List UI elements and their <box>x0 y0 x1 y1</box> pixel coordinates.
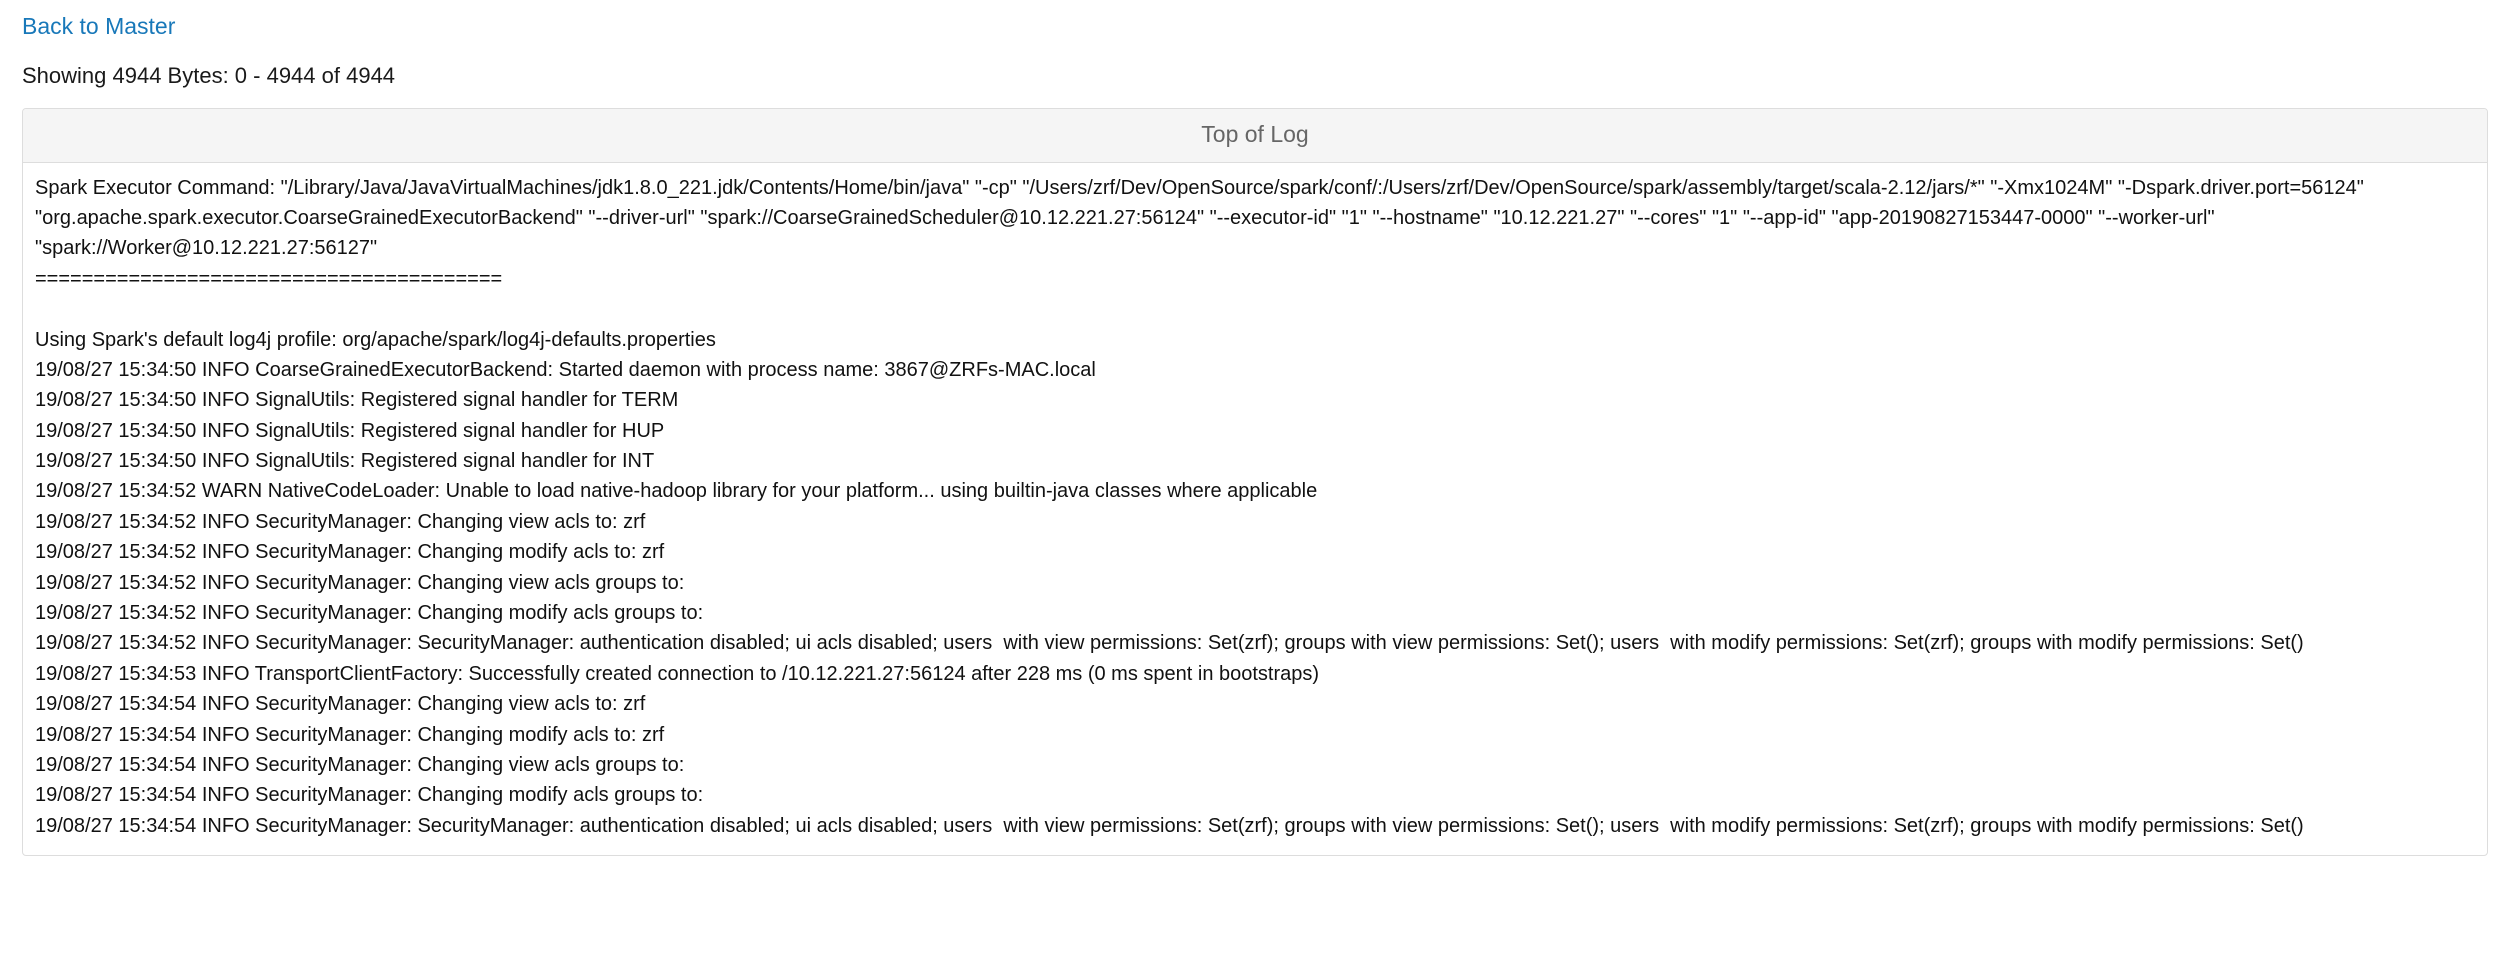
showing-bytes-status: Showing 4944 Bytes: 0 - 4944 of 4944 <box>22 62 396 88</box>
log-line: 19/08/27 15:34:53 INFO TransportClientFactory: Successfully created connection to /10.12.221.27:56124 after 228 ms (0 ms spent in bootstraps) <box>35 662 1320 685</box>
log-line: 19/08/27 15:34:50 INFO SignalUtils: Registered signal handler for HUP <box>35 419 665 442</box>
log-line: 19/08/27 15:34:52 INFO SecurityManager: Changing view acls groups to: <box>35 571 685 594</box>
log-line <box>35 294 2475 324</box>
log-line: Using Spark's default log4j profile: org/apache/spark/log4j-defaults.properties <box>35 328 716 351</box>
log-content[interactable] <box>23 163 2487 856</box>
log-line: 19/08/27 15:34:52 INFO SecurityManager: Changing view acls to: zrf <box>35 510 646 533</box>
log-line: 19/08/27 15:34:52 WARN NativeCodeLoader: Unable to load native-hadoop library for your platform... using builtin-java classes where applicable <box>35 480 1318 503</box>
log-line: 19/08/27 15:34:54 INFO SecurityManager: Changing modify acls to: zrf <box>35 723 665 746</box>
log-line: 19/08/27 15:34:52 INFO SecurityManager: Changing modify acls groups to: <box>35 602 704 625</box>
log-line: 19/08/27 15:34:54 INFO SecurityManager: Changing modify acls groups to: <box>35 784 704 807</box>
log-line: 19/08/27 15:34:52 INFO SecurityManager: Changing modify acls to: zrf <box>35 541 665 564</box>
log-panel-header: Top of Log <box>23 109 2487 163</box>
log-line: 19/08/27 15:34:52 INFO SecurityManager: SecurityManager: authentication disabled; ui acls disabled; users with view permissions: Set(zrf); groups with view permissions: Set(); users with modify permissions: Set(zrf); groups with modify permissions: Set() <box>35 632 2304 655</box>
back-to-master-link[interactable]: Back to Master <box>22 13 176 39</box>
log-line: 19/08/27 15:34:54 INFO SecurityManager: Changing view acls to: zrf <box>35 693 646 716</box>
log-line: Spark Executor Command: "/Library/Java/JavaVirtualMachines/jdk1.8.0_221.jdk/Contents/Home/bin/java" "-cp" "/Users/zrf/Dev/OpenSource/spark/conf/:/Users/zrf/Dev/OpenSource/spark/assembly/target/scala-2.12/jars/*" "-Xmx1024M" "-Dspark.driver.port=56124" "org.apache.spark.executor.CoarseGrainedExecutorBackend" "--driver-url" "spark://CoarseGrainedScheduler@10.12.221.27:56124" "--executor-id" "1" "--hostname" "10.12.221.27" "--cores" "1" "--app-id" "app-20190827153447-0000" "--worker-url" "spark://Worker@10.12.221.27:56127" <box>35 176 2370 260</box>
log-line: 19/08/27 15:34:50 INFO SignalUtils: Registered signal handler for TERM <box>35 389 679 412</box>
log-line: 19/08/27 15:34:54 INFO SecurityManager: Changing view acls groups to: <box>35 754 685 776</box>
log-line: 19/08/27 15:34:50 INFO SignalUtils: Registered signal handler for INT <box>35 450 655 473</box>
log-panel <box>22 108 2488 856</box>
log-line: 19/08/27 15:34:50 INFO CoarseGrainedExecutorBackend: Started daemon with process name: 3867@ZRFs-MAC.local <box>35 358 1096 381</box>
log-line: 19/08/27 15:34:54 INFO SecurityManager: SecurityManager: authentication disabled; ui acls disabled; users with view permissions: Set(zrf); groups with view permissions: Set(); users with modify permissions: Set(zrf); groups with modify permissions: Set() <box>35 814 2304 837</box>
log-line: ======================================== <box>35 267 503 290</box>
